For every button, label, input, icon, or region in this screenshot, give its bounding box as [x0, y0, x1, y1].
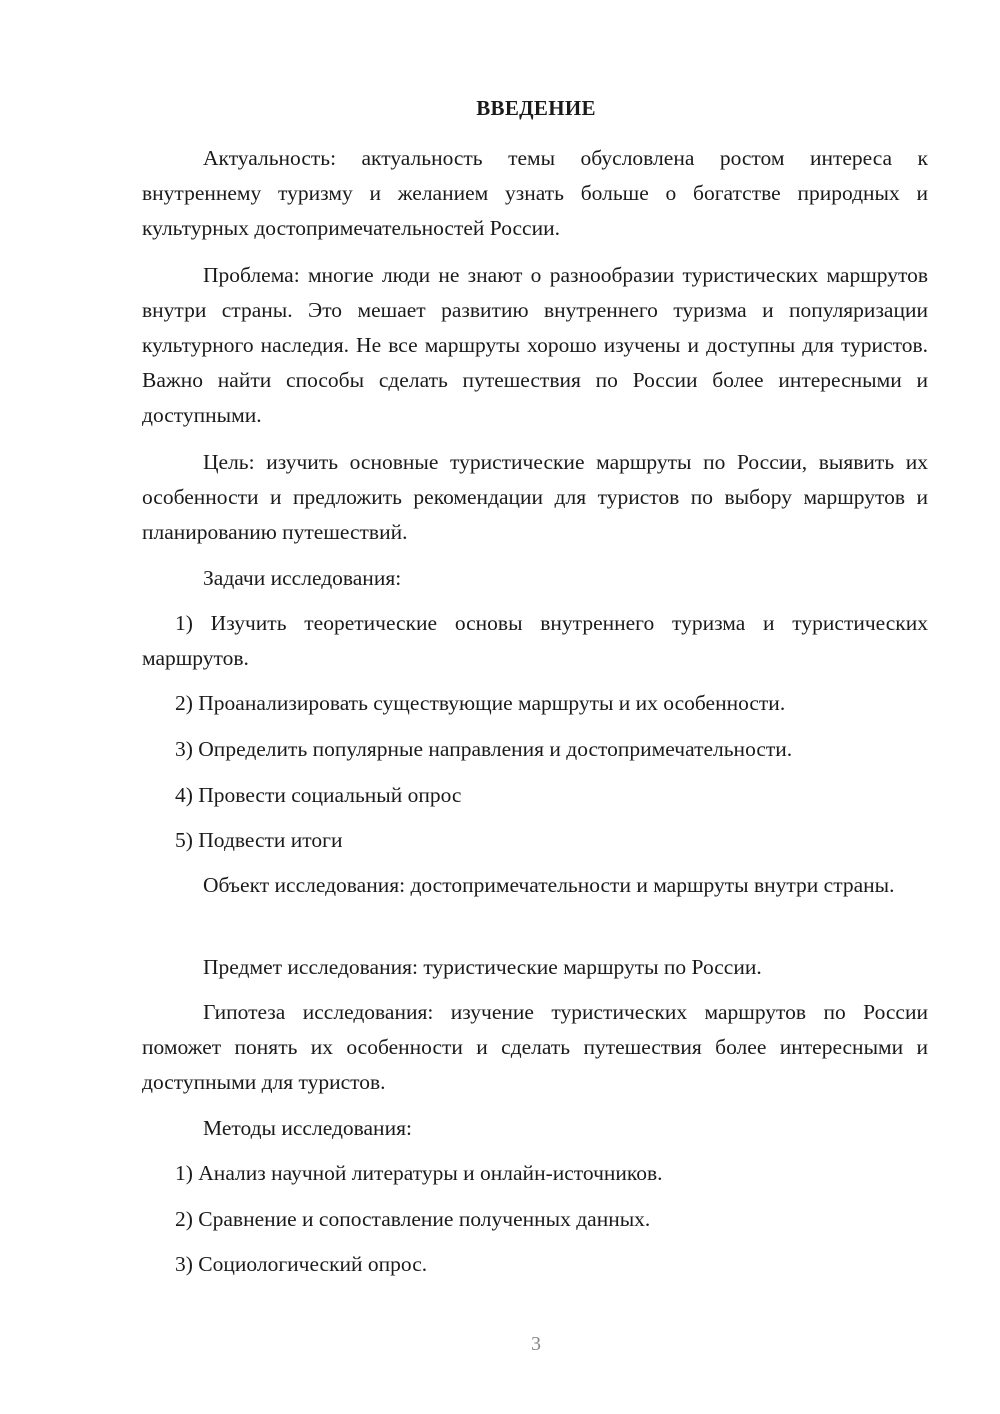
object-paragraph: Объект исследования: достопримечательности и маршруты внутри страны. [203, 873, 895, 897]
goal-paragraph: Цель: изучить основные туристические маршруты по России, выявить их особенности и предложить рекомендации для туристов по выбору маршрутов и планированию путешествий. [142, 450, 928, 544]
task-item-1: 1) Изучить теоретические основы внутреннего туризма и туристических маршрутов. [142, 611, 928, 670]
hypothesis-paragraph: Гипотеза исследования: изучение туристических маршрутов по России поможет понять их особенности и сделать путешествия более интересными и доступными для туристов. [142, 1000, 928, 1094]
subject-paragraph: Предмет исследования: туристические маршруты по России. [203, 955, 762, 979]
problem-paragraph: Проблема: многие люди не знают о разнообразии туристических маршрутов внутри страны. Это мешает развитию внутреннего туризма и популяризации культурного наследия. Не все маршруты хорошо изучены и доступны для туристов. Важно найти способы сделать путешествия по России более интересными и доступными. [142, 263, 928, 427]
page-title: ВВЕДЕНИЕ [476, 96, 596, 120]
methods-title: Методы исследования: [203, 1116, 412, 1140]
relevance-paragraph: Актуальность: актуальность темы обусловлена ростом интереса к внутреннему туризму и желанием узнать больше о богатстве природных и культурных достопримечательностей России. [142, 146, 928, 240]
task-item-4: 4) Провести социальный опрос [175, 783, 462, 807]
method-item-3: 3) Социологический опрос. [175, 1252, 428, 1276]
task-item-5: 5) Подвести итоги [175, 828, 343, 852]
method-item-2: 2) Сравнение и сопоставление полученных данных. [175, 1207, 651, 1231]
task-item-3: 3) Определить популярные направления и достопримечательности. [175, 737, 793, 761]
page-number: 3 [531, 1333, 541, 1355]
task-item-2: 2) Проанализировать существующие маршруты и их особенности. [175, 691, 786, 715]
method-item-1: 1) Анализ научной литературы и онлайн-источников. [175, 1161, 663, 1185]
tasks-title: Задачи исследования: [203, 566, 402, 590]
